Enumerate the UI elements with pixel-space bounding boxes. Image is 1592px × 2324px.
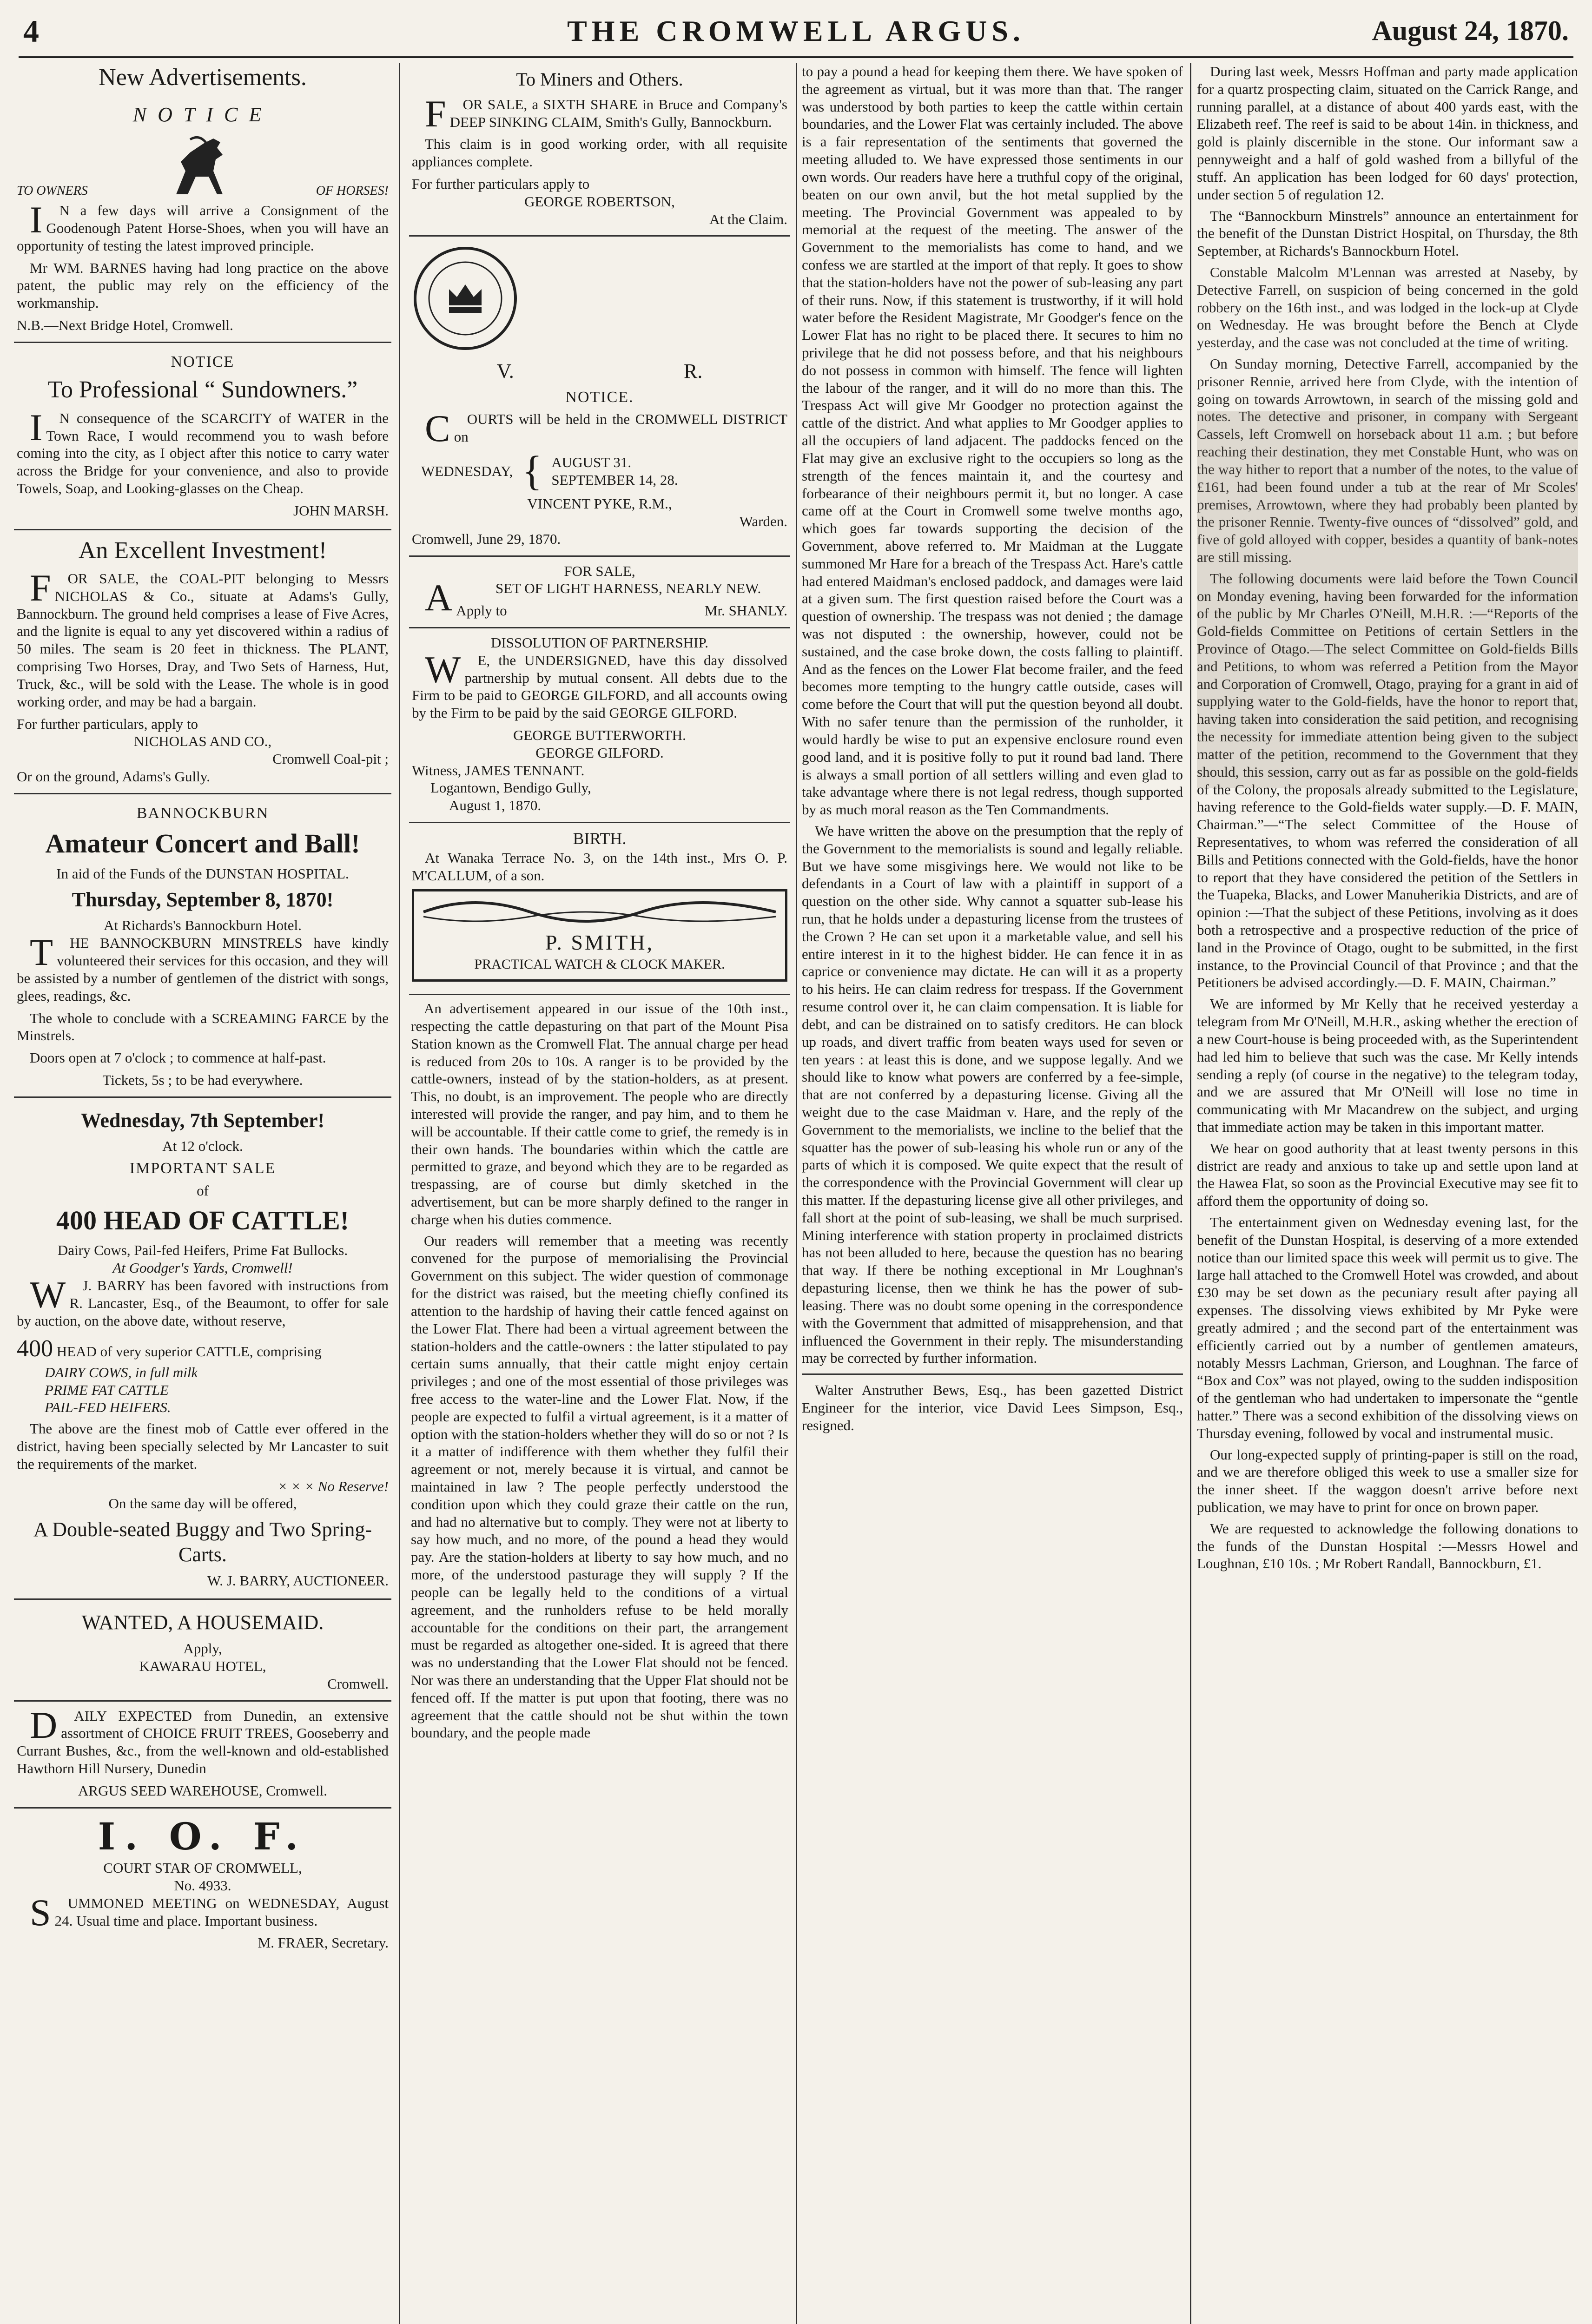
cattle-count-line — [17, 1334, 389, 1363]
cattle-yards: At Goodger's Yards, Cromwell! — [112, 1260, 293, 1276]
column-1 — [14, 63, 391, 2324]
editorial-column-3 — [802, 63, 1183, 1367]
apply-text: Apply, — [183, 1640, 222, 1657]
harness-advert — [409, 557, 790, 628]
cattle-title: 400 HEAD OF CATTLE! — [56, 1205, 349, 1235]
witness: Witness, JAMES TENNANT. — [412, 762, 585, 779]
place: Logantown, Bendigo Gully, — [430, 779, 591, 796]
news-paragraph: We hear on good authority that at least twenty persons in this district are ready and anxious to take up and settle upon land at the Hawea Flat, so soon as the Provincial Executive may see fit to afford them the opportunity of doing so. — [1197, 1140, 1578, 1209]
court-name: COURT STAR OF CROMWELL, — [103, 1860, 302, 1876]
birth-notice — [409, 823, 790, 995]
magistrate-name: VINCENT PYKE, R.M., — [527, 495, 672, 512]
ground-location: Or on the ground, Adams's Gully. — [17, 768, 211, 785]
fruit-trees-advert — [14, 1702, 391, 1809]
notice-label: NOTICE — [171, 353, 235, 370]
miners-body: FOR SALE, a SIXTH SHARE in Bruce and Company's DEEP SINKING CLAIM, Smith's Gully, Bannockburn. — [425, 92, 787, 135]
dissolution-notice — [409, 628, 790, 823]
column-2 — [409, 63, 790, 2324]
court-date: SEPTEMBER 14, 28. — [551, 472, 678, 489]
issue-date: August 24, 1870. — [1372, 15, 1569, 46]
miners-body-2: This claim is in good working order, with all requisite appliances complete. — [412, 136, 787, 170]
column-rule — [796, 63, 797, 2324]
magistrate-title: Warden. — [739, 513, 787, 529]
signature: GEORGE ROBERTSON, — [524, 193, 675, 210]
court-date: AUGUST 31. — [551, 454, 632, 471]
oddfellows-notice — [14, 1809, 391, 1961]
court-number: No. 4933. — [174, 1877, 231, 1894]
harness-body: ASET OF LIGHT HARNESS, NEARLY NEW. — [425, 576, 761, 619]
concert-aid: In aid of the Funds of the DUNSTAN HOSPITAL. — [56, 865, 349, 882]
signature: NICHOLAS AND CO., — [133, 733, 272, 750]
newspaper-title: THE CROMWELL ARGUS. — [567, 14, 1025, 47]
concert-place: BANNOCKBURN — [136, 804, 269, 822]
appointment-note — [802, 1373, 1183, 1434]
of-horses-text: OF HORSES! — [316, 183, 389, 198]
court-date-list — [551, 454, 678, 489]
to-owners-text: TO OWNERS — [17, 183, 88, 198]
further-particulars: For further particulars, apply to — [17, 715, 198, 732]
cattle-sale-advert — [14, 1098, 391, 1600]
sundowners-body: IN consequence of the SCARCITY of WATER in the Town Race, I would recommend you to wash before coming into the city, as I object after this notice to carry water across the Bridge for your convenience, and also to provide Towels, Soap, and Looking-glasses on the Cheap. — [17, 406, 389, 496]
watchmaker-advert — [412, 889, 787, 982]
of-text: of — [197, 1182, 209, 1199]
concert-venue: At Richards's Bannockburn Hotel. — [104, 917, 302, 934]
notice-arc-text: NOTICE — [132, 103, 273, 126]
concert-title: Amateur Concert and Ball! — [45, 828, 360, 859]
cattle-item: PRIME FAT CATTLE — [45, 1381, 169, 1398]
resident-magistrate-seal-icon — [412, 245, 519, 352]
horseshoe-advert — [14, 97, 391, 343]
sale-time: At 12 o'clock. — [162, 1138, 243, 1155]
notice-label: NOTICE. — [565, 388, 634, 406]
bews-paragraph: Walter Anstruther Bews, Esq., has been gazetted District Engineer for the interior, vice David Lees Simpson, Esq., resigned. — [802, 1382, 1183, 1433]
court-notice — [409, 237, 790, 556]
birth-title: BIRTH. — [573, 829, 627, 848]
ornamental-scroll-icon — [419, 898, 780, 926]
editorial-paragraph: Our readers will remember that a meeting was recently convened for the purpose of memorialising the Provincial Government on this subject. The wider question of commonage for the district was raised, but the meeting chiefly confined its attention to the hardship of having their cattle fenced against on the Lower Flat. There had been a virtual agreement between the station-holders and the cattle-owners : the latter stipulated to pay certain sums annually, that their cattle might enjoy certain privileges ; and one of the most essential of those privileges was free access to the water-line and the Lower Flat. Now, if the people are expected to fulfil a virtual agreement, is it a matter of option with the station-holders whether they will do so or not ? Is it a matter of indifference with them whether they fulfil their agreement or not, merely because it is virtual, and cannot be maintained in law ? The people perfectly understood the condition upon which they could graze their cattle on the run, and had no alternative but to comply. They were not at liberty to say how much, and no more, of the pound a head they would pay. Are the station-holders at liberty to say how much, and no more, of the understood pasturage they will supply ? If the people can be legally held to the conditions of a virtual agreement, and the runholders refuse to be held morally accountable for the conditions on their part, the arrangement must be regarded as altogether one-sided. It is agreed that there was no understanding that the Lower Flat should not be fenced. Nor was there an understanding that the Upper Flat should not be fenced off. If the matter is put upon that footing, there was no agreement that the cattle should not be shut within the town boundary, and the people made — [411, 1232, 788, 1741]
court-dated: Cromwell, June 29, 1870. — [412, 530, 561, 547]
important-sale: IMPORTANT SALE — [129, 1160, 276, 1177]
column-rule — [1190, 63, 1191, 2324]
watchmaker-name: P. SMITH, — [545, 931, 654, 955]
court-dates — [421, 448, 787, 495]
section-heading: New Advertisements. — [99, 64, 307, 91]
fruit-signature: ARGUS SEED WAREHOUSE, Cromwell. — [78, 1782, 327, 1799]
signature-location: Cromwell Coal-pit ; — [272, 751, 389, 767]
hotel-town: Cromwell. — [327, 1675, 389, 1692]
news-paragraph: The following documents were laid before the Town Council on Monday evening, having been forwarded for the information of the public by Mr Charles O'Neill, M.H.R. :—“Reports of the Gold-fields Committee on Petitions of certain Settlers in the Province of Otago.—The select Committee on Gold-fields Bills and Petitions, to whom was referred a Petition from the Mayor and Corporation of Cromwell, Otago, praying for a grant in aid of supplying water to the Gold-fields, have the honor to report that, having taken into consideration the said petition, and recognising the necessity for immediate attention being given to the subject matter of the petition, recommend to the Government that they should, this session, carry out as far as possible on the gold-fields of the Colony, the proposals already submitted to the Legislature, having reference to the Gold-fields water supply.—D. F. MAIN, Chairman.”—“The select Committee of the House of Representatives, to whom was referred the consideration of all Bills and Petitions connected with the Gold-fields, have the honor to report that they have considered the petition of the Settlers in the Tuapeka, Blacks, and Lower Manuherikia Districts, and are of opinion :—That the subject of these Petitions, involving as it does both a retrospective and a prospective reduction of the price of land in the Province of Otago, ought to be submitted, in the first instance, to the Provincial Council of that Province ; and that the Petitioners be advised accordingly.—D. F. MAIN, Chairman.” — [1197, 570, 1578, 991]
cattle-sub: Dairy Cows, Pail-fed Heifers, Prime Fat Bullocks. — [57, 1242, 348, 1259]
signature: JOHN MARSH. — [293, 502, 389, 519]
horse-rearing-icon — [162, 134, 241, 199]
fruit-body: DAILY EXPECTED from Dunedin, an extensive assortment of CHOICE FRUIT TREES, Gooseberry and Currant Bushes, &c., from the well-known and old-established Hawthorn Hill Nursery, Dunedin — [17, 1703, 389, 1776]
horse-banner — [17, 129, 389, 199]
editorial-column-2 — [409, 995, 790, 1742]
v-letter: V. — [496, 360, 514, 383]
concert-doors: Doors open at 7 o'clock ; to commence at half-past. — [30, 1050, 326, 1066]
concert-tickets: Tickets, 5s ; to be had everywhere. — [102, 1071, 303, 1088]
horseshoe-nb: N.B.—Next Bridge Hotel, Cromwell. — [17, 317, 233, 333]
editorial-paragraph: An advertisement appeared in our issue of the 10th inst., respecting the cattle depasturing on that part of the Mount Pisa Station known as the Cromwell Flat. The annual charge per head is reduced from 20s to 10s. A ranger is to be provided by the cattle-owners, instead of by the station-holders, as at present. This, no doubt, is an improvement. The people who are directly interested will provide the ranger, and pay him, and to them he will be accountable. If their cattle come to grief, the remedy is in their own hands. The boundaries within which the cattle are permitted to graze, and beyond which they are to be regarded as trespassing, are of course but dimly sketched in the advertisement, but can be more sharply defined to the ranger in charge when his duties commence. — [411, 1000, 788, 1228]
column-rule — [399, 63, 400, 2324]
editorial-paragraph: to pay a pound a head for keeping them there. We have spoken of the agreement as virtual, but it was more than that. The ranger was understood by both parties to keep the cattle within certain boundaries, and the Lower Flat was certainly included. The above is a fair representation of the sentiments that governed the meeting alluded to. We have expressed those sentiments in our own words. Our readers have here a truthful copy of the original, beaten on our own anvil, but the hot metal supplied by the meeting. The Provincial Government was appealed to by memorial at the request of the meeting. The answer of the Government to the memorialists has come to hand, and we confess we are startled at the import of that reply. It goes to show that the station-holders have not the power of sub-leasing any part of their runs. Now, if this statement is trustworthy, if it will hold water before the Resident Magistrate, Mr Goodger's fence on the Lower Flat has no right to be placed there. It secures to him no privilege that he did not possess before, and that his neighbours do not possess in common with himself. The fence will lighten the labour of the ranger, and it will do no more than this. The Trespass Act will give Mr Goodger no protection against the cattle of the district. And what applies to Mr Goodger applies to all the occupiers of land adjacent. The paddocks fenced on the Flat may give an exclusive right to the occupiers so long as the strength of the fences maintain it, and the courtesy and forbearance of their neighbours permit it, but no longer. A case came off at the Court in Cromwell some twelve months ago, which goes far towards supporting the decision of the Government, above referred to. Mr Maidman at the Luggate summoned Mr Hare for a breach of the Trespass Act. Hare's cattle had entered Maidman's enclosed paddock, and damages were laid at a given sum. The first question raised before the Court was a question of ownership. The trespass was not denied ; the damage was not disputed : the ownership, however, could not be sustained, and the case broke down, the costs falling to plaintiff. And as the fences on the Lower Flat become frailer, and the feed becomes more tempting to the hungry cattle outside, cases will come before the Court that will put the question beyond all doubt. With no safer tenure than the permission of the runholder, it would hardly be wise to put an expensive enclosure round even good land, and it is positive folly to put it round bad land. There is always a small portion of all settlers willing and even glad to take advantage where there is not legal redress, though supported by as much moral reason as the Ten Commandments. — [802, 63, 1183, 818]
news-paragraph: The “Bannockburn Minstrels” announce an entertainment for the benefit of the Dunstan District Hospital, on Thursday, the 8th September, at Richards's Bannockburn Hotel. — [1197, 207, 1578, 259]
auctioneer-signature: W. J. BARRY, AUCTIONEER. — [207, 1572, 389, 1589]
apply-text: Apply to — [456, 602, 507, 619]
brace-glyph: { — [522, 448, 542, 495]
meeting-body: SUMMONED MEETING on WEDNESDAY, August 24. Usual time and place. Important business. — [30, 1891, 389, 1934]
harness-apply-line — [456, 602, 787, 620]
further-particulars: For further particulars apply to — [412, 176, 590, 192]
r-letter: R. — [684, 360, 703, 383]
news-paragraph: We are requested to acknowledge the following donations to the funds of the Dunstan Hospital :—Messrs Howel and Loughnan, £10 10s. ; Mr Robert Randall, Bannockburn, £1. — [1197, 1520, 1578, 1572]
sale-date: Wednesday, 7th September! — [80, 1109, 325, 1132]
cattle-count: 400 — [17, 1335, 53, 1362]
no-reserve: × × × No Reserve! — [277, 1478, 389, 1494]
iof-symbol: I. O. F. — [98, 1814, 308, 1858]
page-number: 4 — [23, 13, 39, 49]
masthead — [19, 9, 1573, 58]
column-4 — [1197, 63, 1578, 2324]
cattle-item: PAIL-FED HEIFERS. — [45, 1399, 171, 1416]
court-day: WEDNESDAY, — [421, 463, 513, 480]
horseshoe-body: IN a few days will arrive a Consignment of the Goodenough Patent Horse-Shoes, when you will have an opportunity of testing the latest improved principle. — [17, 198, 389, 254]
column-3 — [802, 63, 1183, 2324]
local-news — [1197, 63, 1578, 1572]
apply-name: Mr. SHANLY. — [704, 602, 787, 619]
news-paragraph: During last week, Messrs Hoffman and party made application for a quartz prospecting claim, situated on the Carrick Range, and running parallel, at a distance of about 400 yards east, with the Elizabeth reef. The reef is said to be about 14in. in thickness, and gold is plainly discernible in the stone. Our informant saw a pennyweight and a half of gold washed from a billyful of the stuff. An application has been lodged for 60 days' protection, under section 5 of regulation 12. — [1197, 63, 1578, 203]
horseshoe-body-2: Mr WM. BARNES having had long practice on the above patent, the public may rely on the efficiency of the workmanship. — [17, 259, 389, 311]
for-sale: FOR SALE, — [564, 562, 635, 579]
concert-body: THE BANNOCKBURN MINSTRELS have kindly volunteered their services for this occasion, and they will be assisted by a number of gentlemen of the district with songs, glees, readings, &c. — [17, 931, 389, 1004]
secretary-signature: M. FRAER, Secretary. — [258, 1934, 389, 1951]
concert-date: Thursday, September 8, 1870! — [72, 888, 334, 911]
news-paragraph: Our long-expected supply of printing-paper is still on the road, and we are therefore obliged this week to use a smaller size for the inner sheet. If the waggon doesn't arrive before next publication, we may have to print for once on brown paper. — [1197, 1446, 1578, 1515]
concert-body-2: The whole to conclude with a SCREAMING FARCE by the Minstrels. — [17, 1010, 389, 1044]
hotel-name: KAWARAU HOTEL, — [139, 1657, 266, 1674]
buggy-text: A Double-seated Buggy and Two Spring-Carts. — [33, 1518, 372, 1566]
signature: GEORGE BUTTERWORTH. — [513, 727, 686, 743]
investment-title: An Excellent Investment! — [78, 537, 327, 564]
investment-body: FOR SALE, the COAL-PIT belonging to Messrs NICHOLAS & Co., situate at Adams's Gully, Bannockburn. The ground held comprises a lease of Five Acres, and the lignite is equal to any yet discovered within a radius of 50 miles. The seam is 20 feet in thickness. The PLANT, comprising Two Horses, Dray, and Two Sets of Harness, Hut, Truck, &c., will be sold with the Lease. The whole is in good working order, and may be had a bargain. — [17, 567, 389, 710]
housemaid-title: WANTED, A HOUSEMAID. — [81, 1611, 324, 1634]
news-paragraph: On Sunday morning, Detective Farrell, accompanied by the prisoner Rennie, arrived here from Clyde, with the intention of going on towards Arrowtown, in search of the missing gold and notes. The detective and prisoner, in company with Sergeant Cassels, left Cromwell on horseback about 11 a.m. ; but before reaching their destination, they met Constable Hunt, who was on the way hither to report that a number of the notes, to the value of £161, had been found under a tub at the rear of Mr Scoles' premises, Arrowtown, where they had probably been planted by the prisoner Rennie. Twenty-five ounces of “dissolved” gold, and five of gold alloyed with copper, besides a quantity of bank-notes are still missing. — [1197, 356, 1578, 565]
cattle-count-text: HEAD of very superior CATTLE, comprising — [56, 1343, 322, 1360]
news-paragraph: We are informed by Mr Kelly that he received yesterday a telegram from Mr O'Neill, M.H.R., asking whether the erection of a new Court-house is being proceeded with, as the Superintendent had led him to believe that such was the case. Mr Kelly intends sending a reply (of course in the negative) to the telegram today, and we are assured that Mr O'Neill will lose no time in communicating with Mr Macandrew on the subject, and urging that immediate action may be taken in this important matter. — [1197, 996, 1578, 1135]
same-day: On the same day will be offered, — [108, 1495, 297, 1512]
sundowners-title: To Professional “ Sundowners.” — [47, 376, 358, 403]
watchmaker-trade: PRACTICAL WATCH & CLOCK MAKER. — [474, 956, 725, 972]
birth-body: At Wanaka Terrace No. 3, on the 14th inst., Mrs O. P. M'CALLUM, of a son. — [412, 849, 787, 884]
miners-heading: To Miners and Others. — [516, 69, 683, 90]
news-paragraph: The entertainment given on Wednesday evening last, for the benefit of the Dunstan Hospital, is deserving of a more extended notice than our limited space this week will permit us to give. The large hall attached to the Cromwell Hotel was crowded, and about £30 may be set down as the pecuniary result after paying all expenses. The dissolving views exhibited by Mr Pyke were greatly admired ; and the second part of the entertainment was efficiently carried out by a number of gentlemen amateurs, notably Messrs Lachman, Grierson, and Loughnan. The farce of “Box and Cox” was not played, owing to the sudden indisposition of the gentleman who had undertaken to impersonate the “gentle hatter.” There was a second exhibition of the dissolving views on Thursday evening, followed by vocal and instrumental music. — [1197, 1214, 1578, 1441]
signature-location: At the Claim. — [709, 211, 787, 227]
concert-advert — [14, 794, 391, 1098]
news-paragraph: Constable Malcolm M'Lennan was arrested at Naseby, by Detective Farrell, on suspicion of being concerned in the gold robbery on the 16th inst., and was lodged in the lock-up at Clyde on Wednesday. He was brought before the Bench at Clyde yesterday, and the case was not concluded at the time of writing. — [1197, 264, 1578, 351]
mining-share-advert — [409, 63, 790, 237]
cattle-body: WJ. BARRY has been favored with instructions from R. Lancaster, Esq., of the Beaumont, to offer for sale by auction, on the above date, without reserve, — [17, 1273, 389, 1329]
editorial-paragraph: We have written the above on the presumption that the reply of the Government to the memorialists is sound and legally reliable. But we have some misgivings here. We would not like to be defendants in a Court of law with a plaintiff in support of a question on the other side. Why cannot a squatter sub-lease his run, that he holds under a depasturing license from the trustees of the Crown ? He can set upon it a marketable value, and sell his entire interest in it to the highest bidder. He can fence it in as caprice or convenience may dictate. He can will it as a property to his heirs. He can claim redress for trespass. If the Government resume control over it, he can claim compensation. It is liable for debt, and can be distrained on to satisfy creditors. He can block up roads, and divert traffic from beaten ways used for seven or ten years : at least this is done, and we suppose legally. And we should like to know what powers are conferred by a fee-simple, that are not conferred by a depasturing license. Giving all the weight due to the case Maidman v. Hare, and the reply of the Government to the memorialists, we incline to the belief that the squatter has the power of sub-leasing his whole run or any of the parts of which it is composed. We quite expect that the result of the correspondence with the Provincial Government will clear up this matter. If the depasturing license give all other privileges, and fall short at the point of sub-leasing, we shall be much surprised. Mining interference with station property in proclaimed districts has not been alluded to here, because the question has no bearing that way. If there be nothing exceptional in Mr Loughnan's depasturing license, then we think he has the power of sub-leasing. There was no doubt some opening in the correspondence with the Government that admitted of misapprehension, and that influenced the Government in their reply. The misunderstanding may be corrected by further information. — [802, 822, 1183, 1367]
coal-pit-advert — [14, 530, 391, 794]
cattle-body-2: The above are the finest mob of Cattle ever offered in the district, having been specially selected by Mr Lancaster to suit the requirements of the market. — [17, 1420, 389, 1472]
housemaid-advert — [14, 1600, 391, 1701]
court-body: COURTS will be held in the CROMWELL DISTRICT on — [425, 407, 787, 450]
dissolution-body: WE, the UNDERSIGNED, have this day dissolved partnership by mutual consent. All debts due to the Firm to be paid to GEORGE GILFORD, and all accounts owing by the Firm to be paid by the said GEORGE GILFORD. — [412, 648, 787, 721]
vr-line — [412, 359, 787, 384]
date: August 1, 1870. — [449, 797, 542, 814]
dissolution-title: DISSOLUTION OF PARTNERSHIP. — [490, 634, 709, 651]
signature: GEORGE GILFORD. — [535, 744, 664, 761]
sundowners-advert — [14, 343, 391, 530]
cattle-item: DAIRY COWS, in full milk — [45, 1364, 198, 1380]
